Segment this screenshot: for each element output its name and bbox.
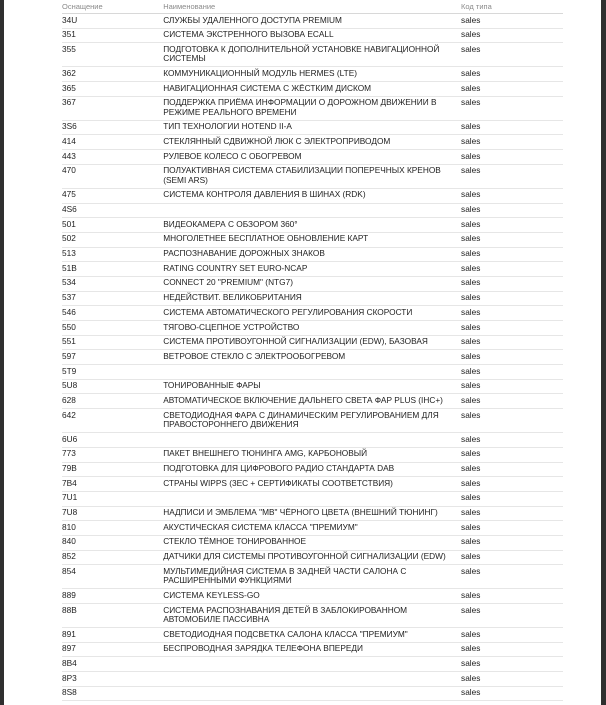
row-name: АКУСТИЧЕСКАЯ СИСТЕМА КЛАССА "ПРЕМИУМ"	[163, 521, 461, 536]
table-row	[62, 521, 563, 536]
row-code: 897	[62, 642, 163, 657]
row-code: 889	[62, 589, 163, 604]
row-code: 365	[62, 82, 163, 97]
table-row	[62, 14, 563, 29]
table-row	[62, 462, 563, 477]
row-type: sales	[461, 491, 563, 506]
row-type: sales	[461, 686, 563, 701]
table-row	[62, 550, 563, 565]
row-type: sales	[461, 521, 563, 536]
row-code: 351	[62, 28, 163, 43]
table-row	[62, 164, 563, 188]
row-code: 642	[62, 409, 163, 433]
table-row	[62, 203, 563, 218]
table-row	[62, 506, 563, 521]
row-name	[163, 672, 461, 687]
row-code: 502	[62, 232, 163, 247]
row-code: 88B	[62, 604, 163, 628]
row-name: ТЯГОВО-СЦЕПНОЕ УСТРОЙСТВО	[163, 321, 461, 336]
row-code: 367	[62, 96, 163, 120]
row-type: sales	[461, 394, 563, 409]
row-type: sales	[461, 589, 563, 604]
table-row	[62, 409, 563, 433]
table-row	[62, 96, 563, 120]
row-type: sales	[461, 306, 563, 321]
row-type: sales	[461, 447, 563, 462]
row-code: 551	[62, 335, 163, 350]
row-code: 3S6	[62, 120, 163, 135]
table-row	[62, 67, 563, 82]
row-name: ТОНИРОВАННЫЕ ФАРЫ	[163, 379, 461, 394]
row-type: sales	[461, 365, 563, 380]
row-name: ПАКЕТ ВНЕШНЕГО ТЮНИНГА AMG, КАРБОНОВЫЙ	[163, 447, 461, 462]
row-type: sales	[461, 218, 563, 233]
table-row	[62, 28, 563, 43]
table-row	[62, 394, 563, 409]
row-type: sales	[461, 477, 563, 492]
table-row	[62, 188, 563, 203]
row-type: sales	[461, 291, 563, 306]
row-code: 8S8	[62, 686, 163, 701]
row-name: ПОДГОТОВКА К ДОПОЛНИТЕЛЬНОЙ УСТАНОВКЕ НАВИГАЦИОННОЙ СИСТЕМЫ	[163, 43, 461, 67]
row-type: sales	[461, 276, 563, 291]
row-name: RATING COUNTRY SET EURO-NCAP	[163, 262, 461, 277]
row-name	[163, 657, 461, 672]
row-type: sales	[461, 43, 563, 67]
row-name: CONNECT 20 "PREMIUM" (NTG7)	[163, 276, 461, 291]
row-type: sales	[461, 164, 563, 188]
row-type: sales	[461, 247, 563, 262]
row-name: СТРАНЫ WIPPS (3ЕС + СЕРТИФИКАТЫ СООТВЕТСТВИЯ)	[163, 477, 461, 492]
row-name: ДАТЧИКИ ДЛЯ СИСТЕМЫ ПРОТИВОУГОННОЙ СИГНАЛИЗАЦИИ (EDW)	[163, 550, 461, 565]
row-type: sales	[461, 409, 563, 433]
row-type: sales	[461, 535, 563, 550]
row-type: sales	[461, 321, 563, 336]
row-name: СИСТЕМА ЭКСТРЕННОГО ВЫЗОВА ECALL	[163, 28, 461, 43]
row-code: 5T9	[62, 365, 163, 380]
table-row	[62, 657, 563, 672]
row-code: 546	[62, 306, 163, 321]
row-type: sales	[461, 135, 563, 150]
row-code: 550	[62, 321, 163, 336]
column-header-code: Оснащение	[62, 0, 163, 14]
row-code: 4S6	[62, 203, 163, 218]
table-row	[62, 135, 563, 150]
row-name: МНОГОЛЕТНЕЕ БЕСПЛАТНОЕ ОБНОВЛЕНИЕ КАРТ	[163, 232, 461, 247]
table-row	[62, 306, 563, 321]
table-row	[62, 589, 563, 604]
row-code: 414	[62, 135, 163, 150]
table-row	[62, 335, 563, 350]
row-name	[163, 686, 461, 701]
row-name: БЕСПРОВОДНАЯ ЗАРЯДКА ТЕЛЕФОНА ВПЕРЕДИ	[163, 642, 461, 657]
row-code: 840	[62, 535, 163, 550]
row-type: sales	[461, 232, 563, 247]
row-type: sales	[461, 379, 563, 394]
table-row	[62, 276, 563, 291]
row-code: 362	[62, 67, 163, 82]
table-row	[62, 150, 563, 165]
row-name	[163, 203, 461, 218]
table-row	[62, 565, 563, 589]
row-code: 513	[62, 247, 163, 262]
row-name	[163, 433, 461, 448]
row-type: sales	[461, 657, 563, 672]
row-type: sales	[461, 96, 563, 120]
row-name: ПОДГОТОВКА ДЛЯ ЦИФРОВОГО РАДИО СТАНДАРТА DAB	[163, 462, 461, 477]
row-type: sales	[461, 350, 563, 365]
row-type: sales	[461, 335, 563, 350]
table-row	[62, 321, 563, 336]
row-name: РАСПОЗНАВАНИЕ ДОРОЖНЫХ ЗНАКОВ	[163, 247, 461, 262]
table-row	[62, 447, 563, 462]
table-header-row	[62, 0, 563, 14]
row-type: sales	[461, 550, 563, 565]
row-name: СИСТЕМА ПРОТИВОУГОННОЙ СИГНАЛИЗАЦИИ (EDW), БАЗОВАЯ	[163, 335, 461, 350]
row-name: СИСТЕМА KEYLESS-GO	[163, 589, 461, 604]
row-name: СТЕКЛО ТЁМНОЕ ТОНИРОВАННОЕ	[163, 535, 461, 550]
row-type: sales	[461, 150, 563, 165]
row-code: 891	[62, 628, 163, 643]
row-type: sales	[461, 67, 563, 82]
column-header-type: Код типа	[461, 0, 563, 14]
row-code: 79B	[62, 462, 163, 477]
row-code: 34U	[62, 14, 163, 29]
equipment-table	[62, 0, 563, 701]
table-row	[62, 628, 563, 643]
row-name: МУЛЬТИМЕДИЙНАЯ СИСТЕМА В ЗАДНЕЙ ЧАСТИ САЛОНА С РАСШИРЕННЫМИ ФУНКЦИЯМИ	[163, 565, 461, 589]
table-row	[62, 379, 563, 394]
row-code: 355	[62, 43, 163, 67]
row-name: КОММУНИКАЦИОННЫЙ МОДУЛЬ HERMES (LTE)	[163, 67, 461, 82]
row-type: sales	[461, 188, 563, 203]
row-type: sales	[461, 642, 563, 657]
table-row	[62, 350, 563, 365]
table-row	[62, 686, 563, 701]
row-name: СЛУЖБЫ УДАЛЕННОГО ДОСТУПА PREMIUM	[163, 14, 461, 29]
table-body	[62, 14, 563, 701]
table-row	[62, 120, 563, 135]
row-code: 6U6	[62, 433, 163, 448]
column-header-name: Наименование	[163, 0, 461, 14]
row-type: sales	[461, 628, 563, 643]
row-code: 8P3	[62, 672, 163, 687]
row-name	[163, 365, 461, 380]
row-code: 443	[62, 150, 163, 165]
row-type: sales	[461, 28, 563, 43]
table-row	[62, 232, 563, 247]
row-name: ТИП ТЕХНОЛОГИИ HOTEND II-A	[163, 120, 461, 135]
row-code: 810	[62, 521, 163, 536]
row-code: 537	[62, 291, 163, 306]
table-row	[62, 491, 563, 506]
row-name: СИСТЕМА РАСПОЗНАВАНИЯ ДЕТЕЙ В ЗАБЛОКИРОВАННОМ АВТОМОБИЛЕ ПАССИВНА	[163, 604, 461, 628]
row-name: СВЕТОДИОДНАЯ ПОДСВЕТКА САЛОНА КЛАССА "ПРЕМИУМ"	[163, 628, 461, 643]
row-name: АВТОМАТИЧЕСКОЕ ВКЛЮЧЕНИЕ ДАЛЬНЕГО СВЕТА ФАР PLUS (IHC+)	[163, 394, 461, 409]
table-row	[62, 291, 563, 306]
row-type: sales	[461, 506, 563, 521]
row-type: sales	[461, 604, 563, 628]
row-code: 7U1	[62, 491, 163, 506]
row-type: sales	[461, 433, 563, 448]
row-type: sales	[461, 262, 563, 277]
row-type: sales	[461, 203, 563, 218]
row-type: sales	[461, 672, 563, 687]
table-row	[62, 247, 563, 262]
table-row	[62, 43, 563, 67]
row-code: 470	[62, 164, 163, 188]
row-code: 773	[62, 447, 163, 462]
row-code: 7B4	[62, 477, 163, 492]
row-code: 854	[62, 565, 163, 589]
row-code: 852	[62, 550, 163, 565]
table-row	[62, 82, 563, 97]
row-code: 8B4	[62, 657, 163, 672]
row-name: СВЕТОДИОДНАЯ ФАРА С ДИНАМИЧЕСКИМ РЕГУЛИРОВАНИЕМ ДЛЯ ПРАВОСТОРОННЕГО ДВИЖЕНИЯ	[163, 409, 461, 433]
row-type: sales	[461, 82, 563, 97]
row-type: sales	[461, 462, 563, 477]
row-name	[163, 491, 461, 506]
table-row	[62, 477, 563, 492]
table-row	[62, 365, 563, 380]
row-code: 475	[62, 188, 163, 203]
row-name: ВЕТРОВОЕ СТЕКЛО С ЭЛЕКТРООБОГРЕВОМ	[163, 350, 461, 365]
row-code: 7U8	[62, 506, 163, 521]
table-row	[62, 642, 563, 657]
row-name: НАВИГАЦИОННАЯ СИСТЕМА С ЖЁСТКИМ ДИСКОМ	[163, 82, 461, 97]
table-row	[62, 433, 563, 448]
table-row	[62, 672, 563, 687]
row-code: 534	[62, 276, 163, 291]
row-name: ПОЛУАКТИВНАЯ СИСТЕМА СТАБИЛИЗАЦИИ ПОПЕРЕЧНЫХ КРЕНОВ (SEMI ARS)	[163, 164, 461, 188]
row-code: 628	[62, 394, 163, 409]
row-type: sales	[461, 565, 563, 589]
row-name: НАДПИСИ И ЭМБЛЕМА "MB" ЧЁРНОГО ЦВЕТА (ВНЕШНИЙ ТЮНИНГ)	[163, 506, 461, 521]
row-name: РУЛЕВОЕ КОЛЕСО С ОБОГРЕВОМ	[163, 150, 461, 165]
row-code: 5U8	[62, 379, 163, 394]
row-name: ПОДДЕРЖКА ПРИЁМА ИНФОРМАЦИИ О ДОРОЖНОМ ДВИЖЕНИИ В РЕЖИМЕ РЕАЛЬНОГО ВРЕМЕНИ	[163, 96, 461, 120]
row-type: sales	[461, 120, 563, 135]
table-row	[62, 535, 563, 550]
row-name: СИСТЕМА АВТОМАТИЧЕСКОГО РЕГУЛИРОВАНИЯ СКОРОСТИ	[163, 306, 461, 321]
document-page	[4, 0, 601, 705]
row-name: СИСТЕМА КОНТРОЛЯ ДАВЛЕНИЯ В ШИНАХ (RDK)	[163, 188, 461, 203]
table-row	[62, 218, 563, 233]
row-name: СТЕКЛЯННЫЙ СДВИЖНОЙ ЛЮК С ЭЛЕКТРОПРИВОДОМ	[163, 135, 461, 150]
table-row	[62, 262, 563, 277]
row-name: НЕДЕЙСТВИТ. ВЕЛИКОБРИТАНИЯ	[163, 291, 461, 306]
row-code: 597	[62, 350, 163, 365]
row-name: ВИДЕОКАМЕРА С ОБЗОРОМ 360°	[163, 218, 461, 233]
row-type: sales	[461, 14, 563, 29]
row-code: 51B	[62, 262, 163, 277]
row-code: 501	[62, 218, 163, 233]
table-row	[62, 604, 563, 628]
